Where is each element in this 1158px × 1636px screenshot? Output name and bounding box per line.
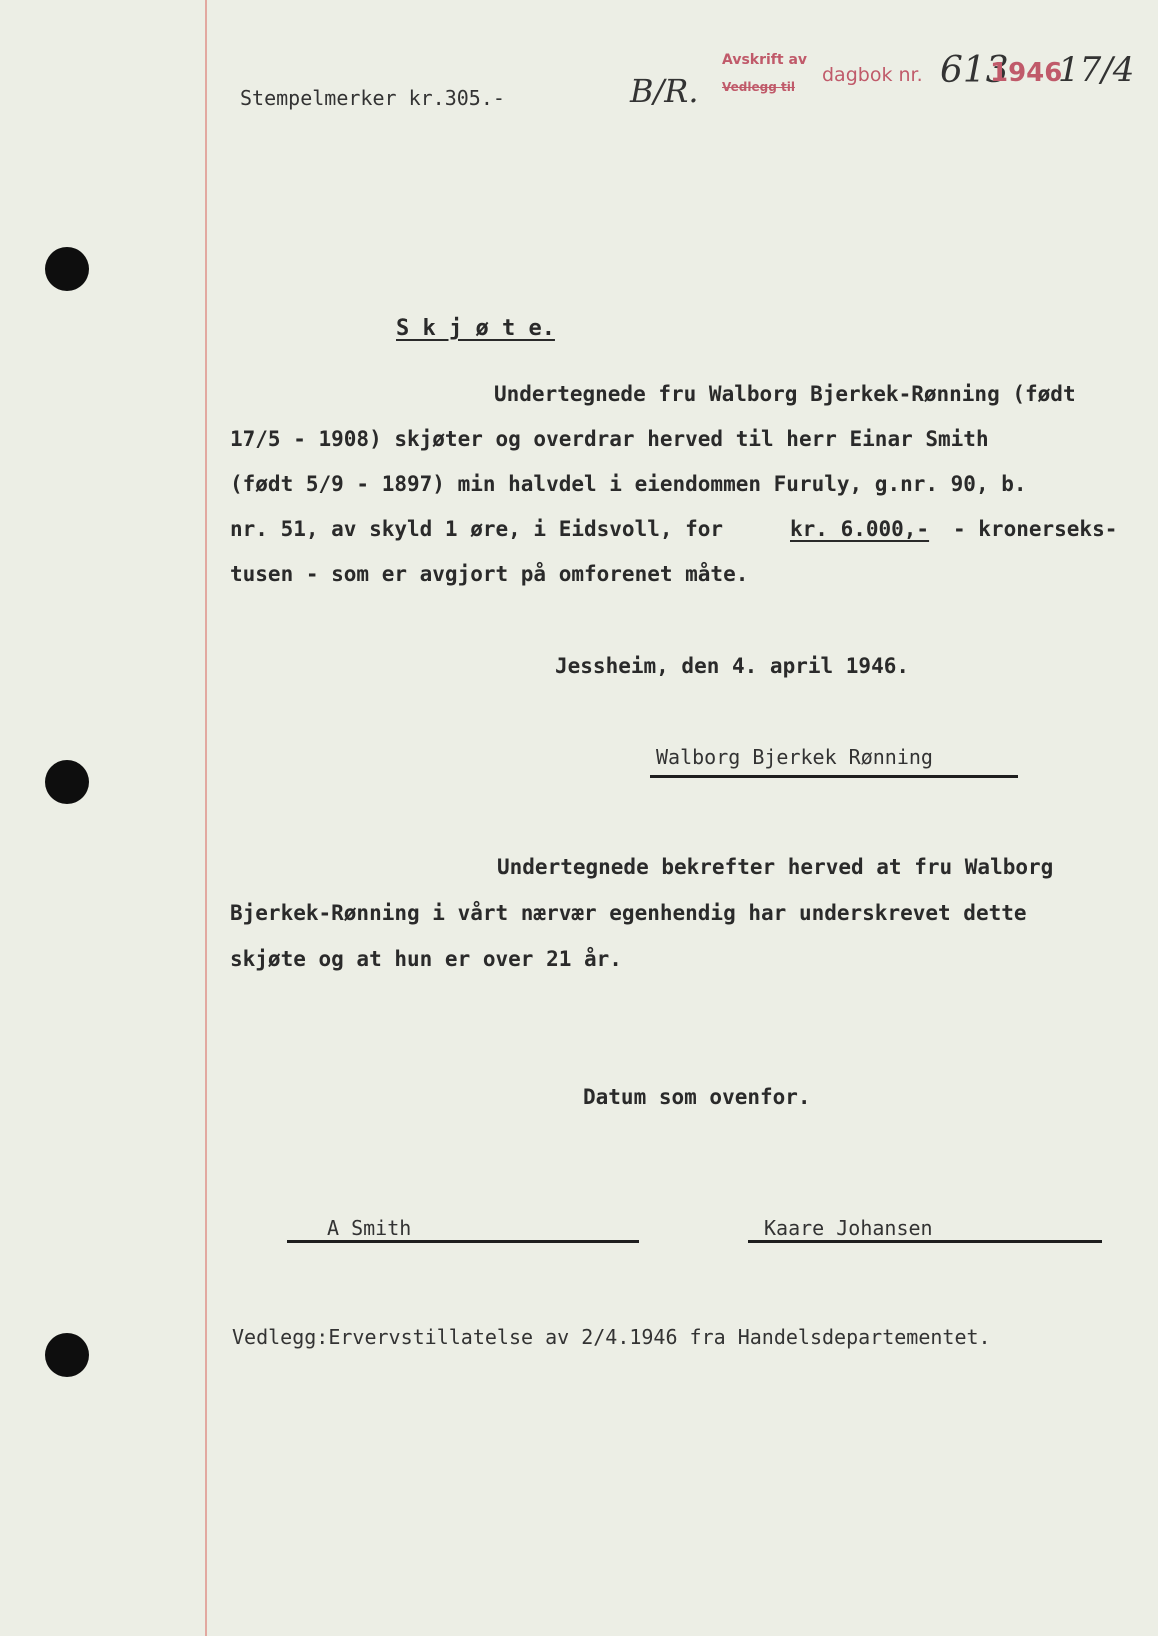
witness-signature-line-1 (287, 1240, 639, 1243)
witness-line: Undertegnede bekrefter herved at fru Walborg (497, 855, 1054, 879)
body-line: Undertegnede fru Walborg Bjerkek-Rønning (født (494, 382, 1076, 406)
datum-text: Datum som ovenfor. (583, 1085, 811, 1109)
punch-hole-middle (45, 760, 89, 804)
signature-seller: Walborg Bjerkek Rønning (656, 745, 933, 769)
margin-line (205, 0, 207, 1636)
stamp-date: 17/4 (1058, 50, 1135, 90)
body-line: tusen - som er avgjort på omforenet måte. (230, 562, 749, 586)
body-line: (født 5/9 - 1897) min halvdel i eiendommen Furuly, g.nr. 90, b. (230, 472, 1027, 496)
witness-signature-line-2 (748, 1240, 1102, 1243)
initials: B/R. (630, 72, 699, 110)
stamp-duty-text: Stempelmerker kr.305.- (240, 86, 505, 110)
punch-hole-bottom (45, 1333, 89, 1377)
stamp-line-avskrift: Avskrift av (722, 52, 808, 68)
stamp-line-vedlegg: Vedlegg til (722, 80, 795, 94)
document-title: S k j ø t e. (396, 316, 555, 341)
attachment-note: Vedlegg:Ervervstillatelse av 2/4.1946 fra Handelsdepartementet. (232, 1325, 991, 1349)
stamp-dagbok-label: dagbok nr. (822, 64, 923, 86)
body-line: 17/5 - 1908) skjøter og overdrar herved til herr Einar Smith (230, 427, 989, 451)
place-date: Jessheim, den 4. april 1946. (555, 654, 910, 678)
witness-signature-1: A Smith (327, 1216, 412, 1240)
body-line: - kronerseks- (953, 517, 1118, 541)
witness-line: skjøte og at hun er over 21 år. (230, 947, 622, 971)
price-amount: kr. 6.000,- (790, 517, 930, 541)
witness-line: Bjerkek-Rønning i vårt nærvær egenhendig har underskrevet dette (230, 901, 1027, 925)
stamp-number: 613 (940, 50, 1009, 91)
signature-line (650, 775, 1018, 778)
stamp-year: 1946 (990, 58, 1063, 88)
body-line: nr. 51, av skyld 1 øre, i Eidsvoll, for (230, 517, 724, 541)
punch-hole-top (45, 247, 89, 291)
witness-signature-2: Kaare Johansen (764, 1216, 933, 1240)
